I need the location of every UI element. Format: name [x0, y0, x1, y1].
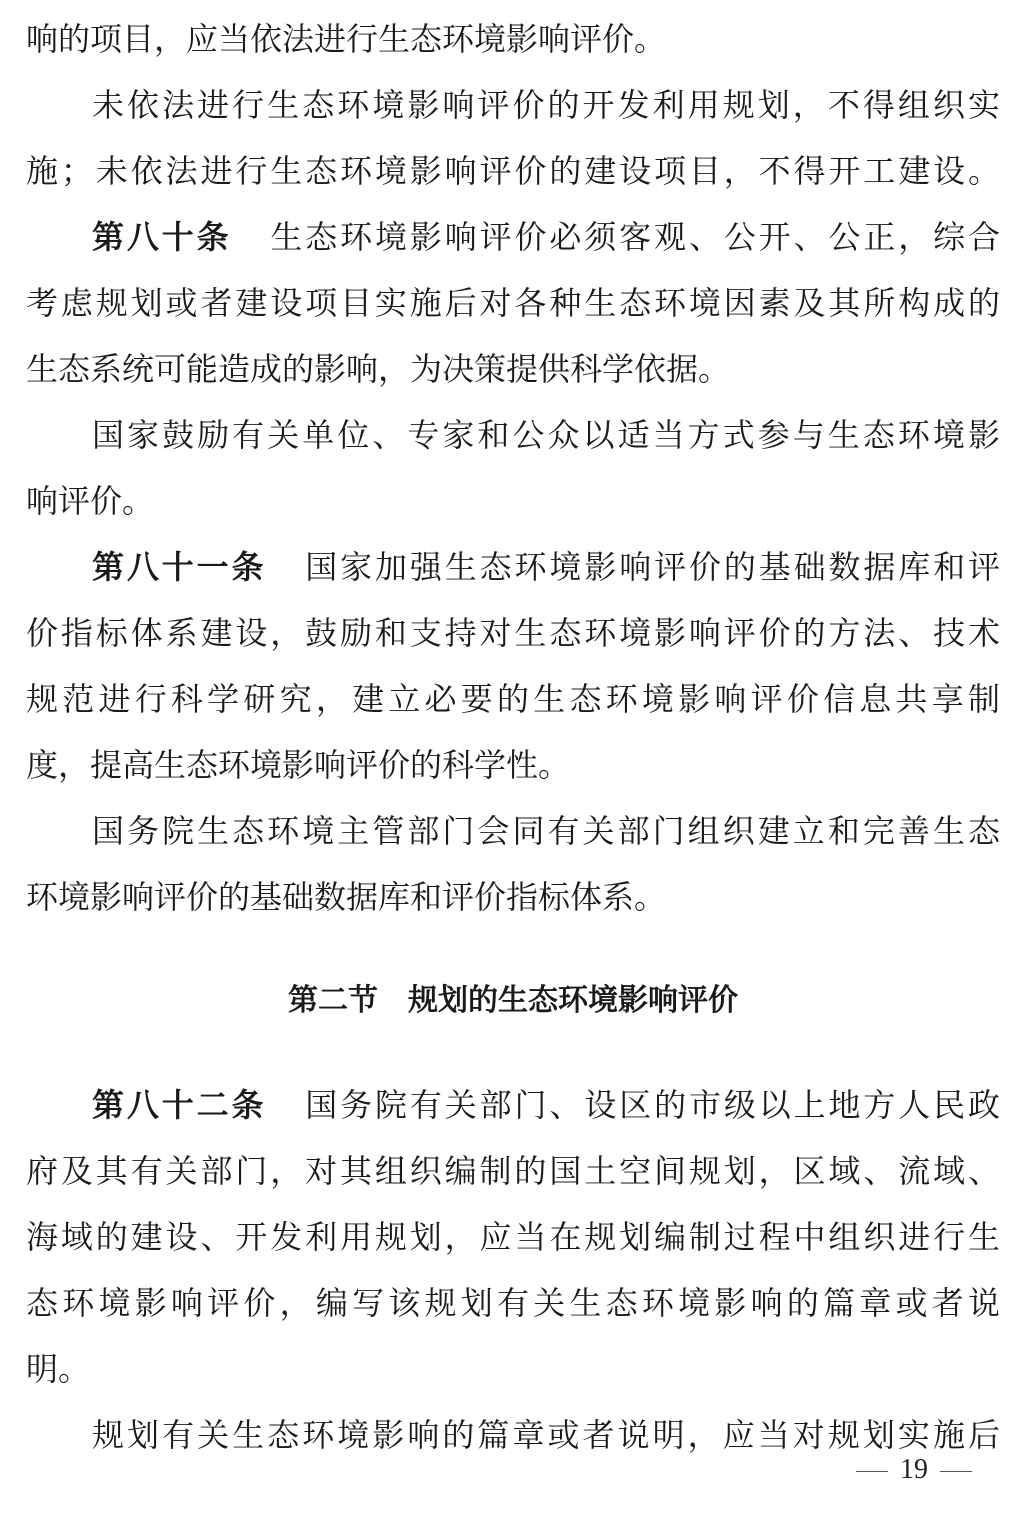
text-line: 考虑规划或者建设项目实施后对各种生态环境因素及其所构成的: [26, 284, 1000, 322]
article-80-first-line: [26, 204, 1000, 270]
text-line: 环境影响评价的基础数据库和评价指标体系。: [26, 878, 667, 916]
text-line: 规划有关生态环境影响的篇章或者说明，应当对规划实施后: [92, 1416, 1000, 1454]
text-line: 府及其有关部门，对其组织编制的国土空间规划，区域、流域、: [26, 1152, 1000, 1190]
section-heading: [26, 968, 1000, 1034]
article-80-label: 第八十条: [92, 218, 232, 256]
text-line: 响评价。: [26, 482, 155, 520]
article-80-text: 生态环境影响评价必须客观、公开、公正，综合: [267, 218, 1000, 256]
text-line: 海域的建设、开发利用规划，应当在规划编制过程中组织进行生: [26, 1218, 1000, 1256]
article-81-label: 第八十一条: [92, 548, 267, 586]
text-line: 态环境影响评价，编写该规划有关生态环境影响的篇章或者说: [26, 1284, 1000, 1322]
article-81-first-line: [26, 534, 1000, 600]
article-81-text: 国家加强生态环境影响评价的基础数据库和评: [302, 548, 1000, 586]
section-title: 规划的生态环境影响评价: [408, 983, 738, 1018]
text-line: 度，提高生态环境影响评价的科学性。: [26, 746, 571, 784]
text-line: 施；未依法进行生态环境影响评价的建设项目，不得开工建设。: [26, 152, 1000, 190]
text-line: 未依法进行生态环境影响评价的开发利用规划，不得组织实: [92, 86, 1000, 124]
page-number: [844, 1450, 984, 1490]
text-line: 响的项目，应当依法进行生态环境影响评价。: [26, 20, 667, 58]
document-page: [26, 6, 1000, 1468]
text-line: 明。: [26, 1350, 91, 1388]
text-line: 价指标体系建设，鼓励和支持对生态环境影响评价的方法、技术: [26, 614, 1000, 652]
text-line: 国务院生态环境主管部门会同有关部门组织建立和完善生态: [92, 812, 1000, 850]
dash-left: [856, 1471, 888, 1472]
text-line: 国家鼓励有关单位、专家和公众以适当方式参与生态环境影: [92, 416, 1000, 454]
dash-right: [940, 1471, 972, 1472]
article-82-text: 国务院有关部门、设区的市级以上地方人民政: [302, 1086, 1000, 1124]
text-line: 规范进行科学研究，建立必要的生态环境影响评价信息共享制: [26, 680, 1000, 718]
section-label: 第二节: [288, 983, 378, 1018]
article-82-label: 第八十二条: [92, 1086, 267, 1124]
page-number-value: 19: [900, 1454, 928, 1485]
article-82-first-line: [26, 1072, 1000, 1138]
text-line: 生态系统可能造成的影响，为决策提供科学依据。: [26, 350, 731, 388]
